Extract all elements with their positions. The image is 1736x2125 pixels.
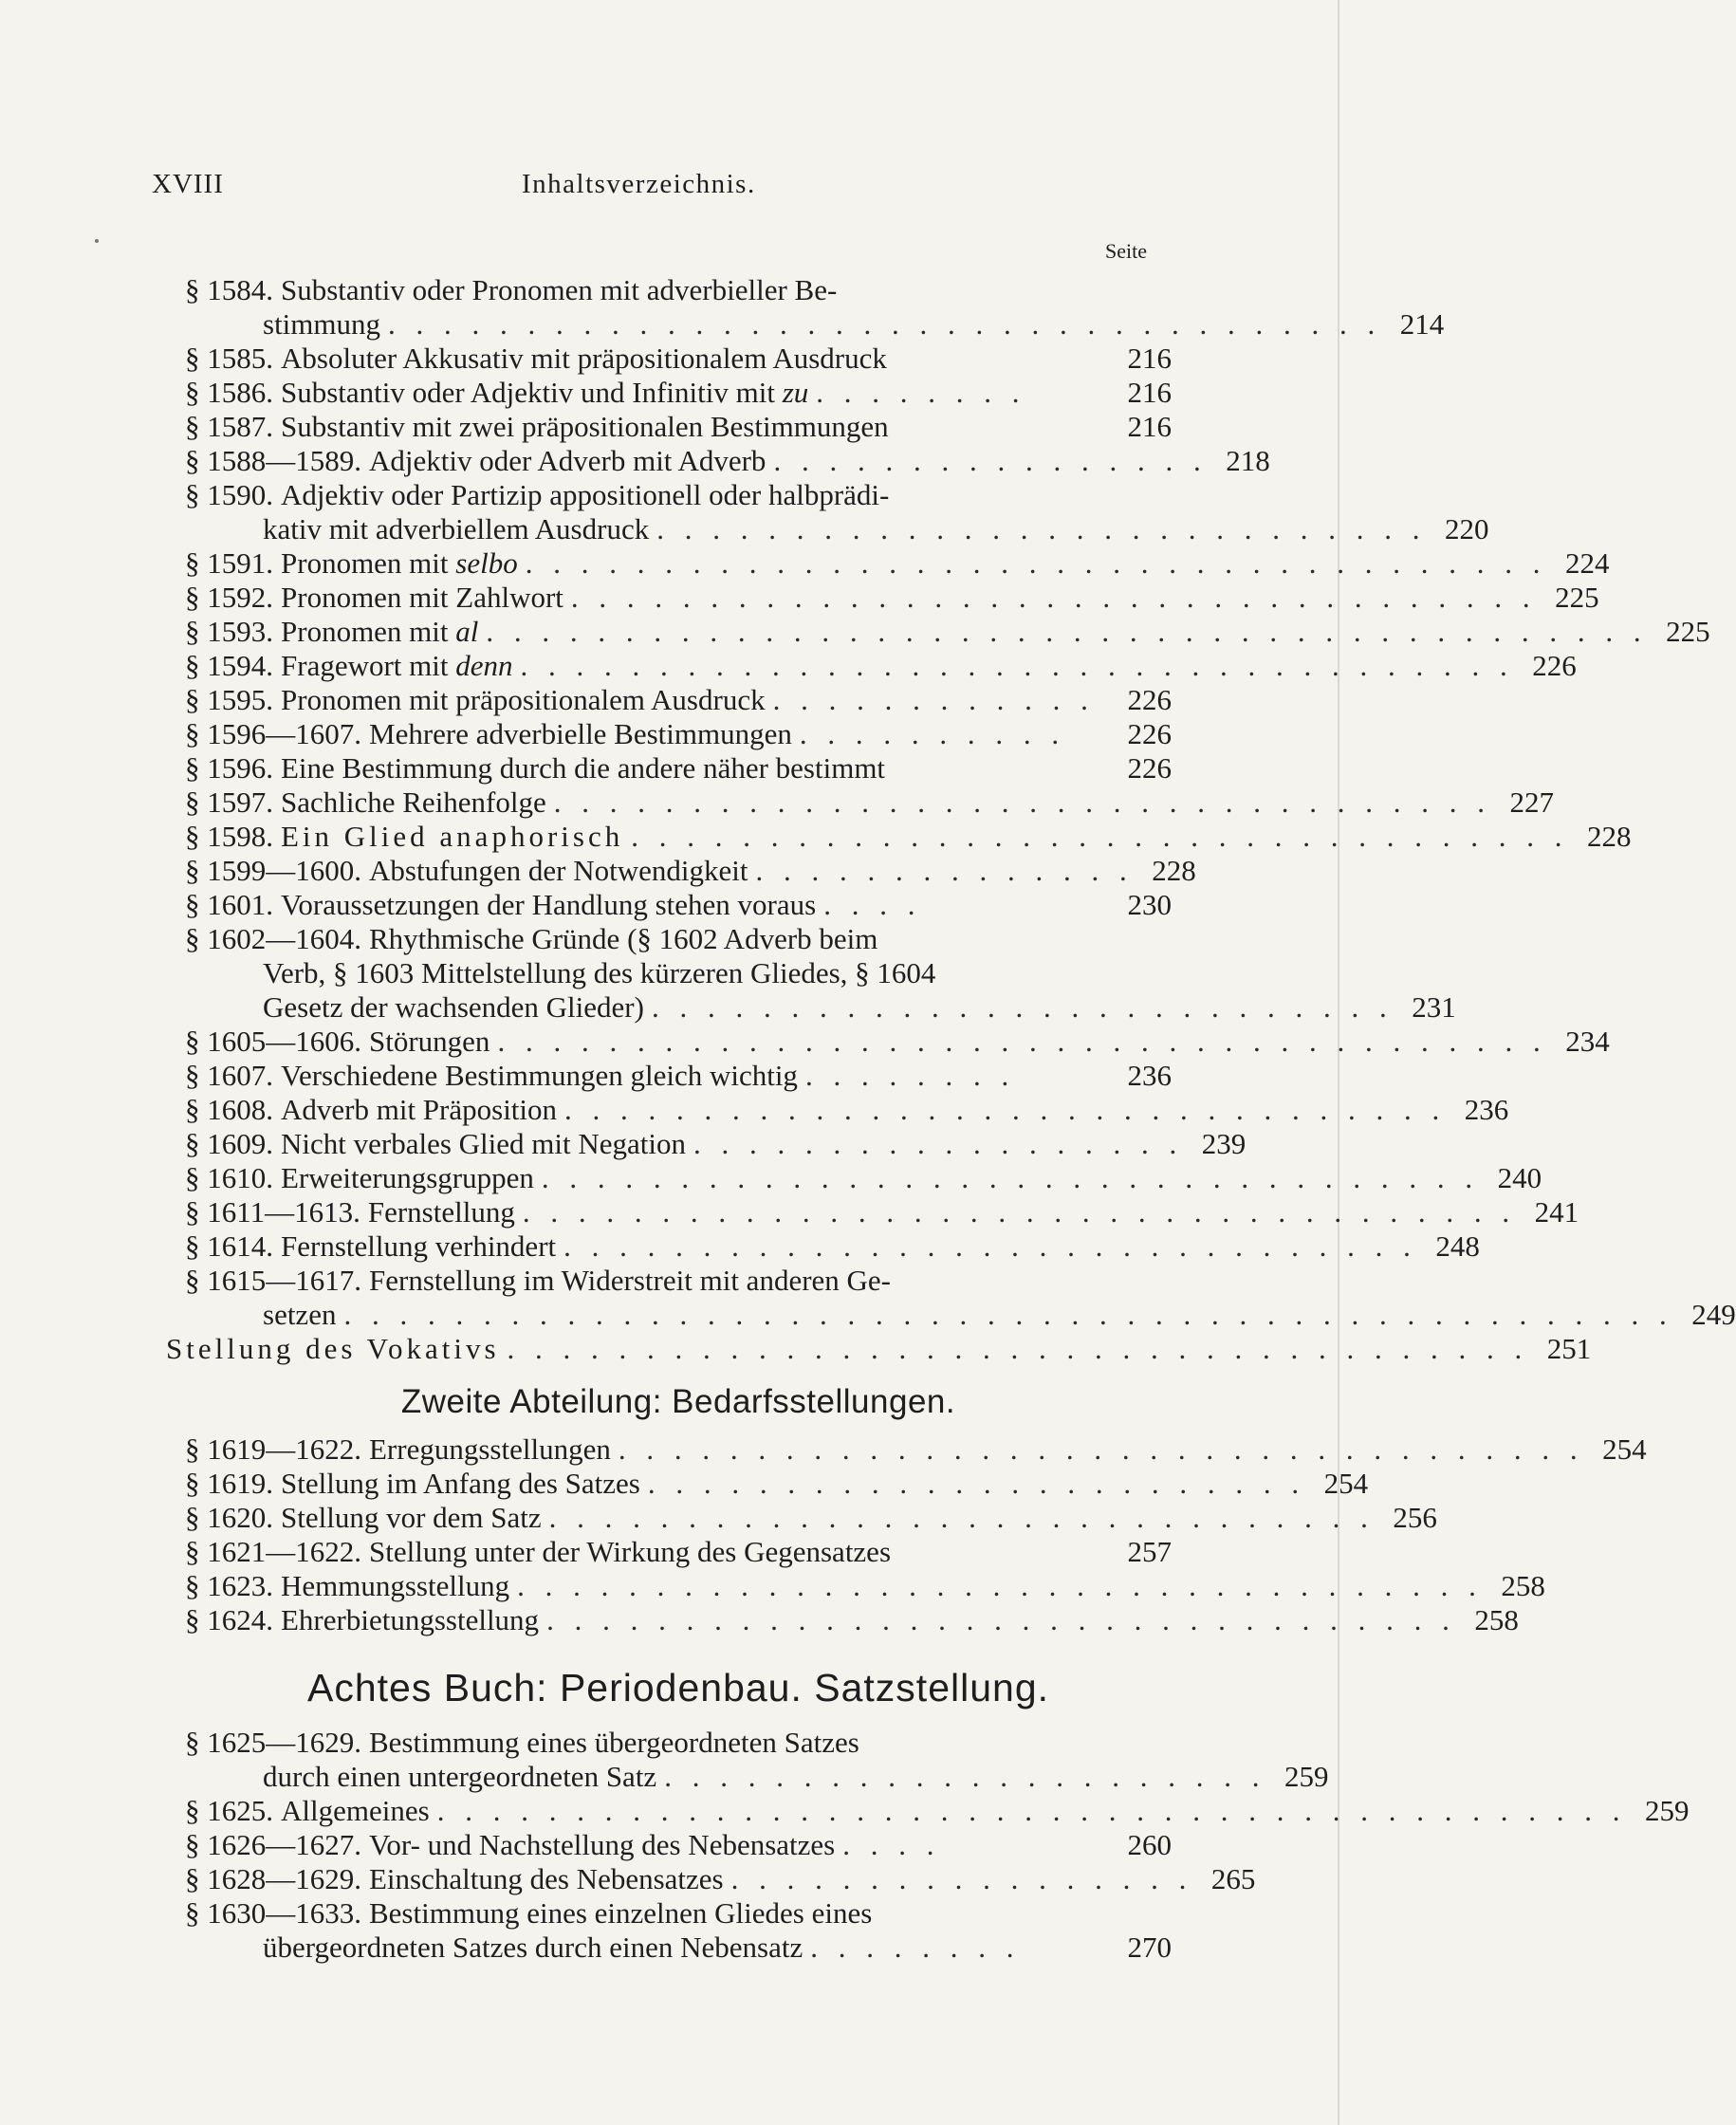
section-number: § 1596. — [185, 751, 273, 785]
toc-entry — [185, 1161, 1542, 1195]
entry-title-italic: selbo — [455, 546, 518, 580]
page-ref: 230 — [1127, 888, 1172, 921]
page-ref: 225 — [1666, 615, 1710, 648]
toc-entry — [185, 410, 1172, 444]
entry-title: Erregungsstellungen — [369, 1432, 611, 1466]
page-ref: 239 — [1201, 1127, 1247, 1160]
leader-dots: . . . . . . . . . . . . . . . . . . . . . . . . . . . . . . . . . . . — [570, 581, 1537, 614]
toc-entry — [185, 785, 1555, 820]
section-number: § 1620. — [185, 1501, 273, 1534]
leader-dots: . . . . . . . . . . . . . . . . . . . . . . . . . . . . . . . . . . — [631, 820, 1569, 853]
entry-title-text: Fragewort mit — [281, 649, 456, 682]
leader-dots: . . . . . . . . . . . . — [772, 683, 1095, 716]
toc-entry — [185, 1501, 1437, 1535]
entry-title: Verschiedene Bestimmungen gleich wichtig — [281, 1059, 798, 1092]
entry-title: Einschaltung des Nebensatzes — [369, 1862, 724, 1895]
section-number: § 1599—1600. — [185, 854, 361, 887]
page-ref: 224 — [1564, 546, 1610, 580]
section-number: § 1584. — [185, 273, 273, 306]
page-ref: 220 — [1444, 512, 1489, 545]
page-header — [152, 169, 1176, 207]
leader-dots: . . . . . . . . . . . . . . . . . . . . . . . . . . . . . . . . . . . . — [388, 307, 1382, 341]
section-number: § 1625—1629. — [185, 1726, 361, 1759]
entry-title — [281, 376, 808, 410]
page-ref: 249 — [1691, 1298, 1736, 1331]
section-number: § 1590. — [185, 478, 273, 511]
page-ref: 228 — [1586, 820, 1632, 853]
page-ref: 234 — [1565, 1025, 1610, 1058]
page-ref: 218 — [1226, 444, 1270, 477]
page-ref: 241 — [1534, 1195, 1579, 1229]
entry-title — [281, 546, 518, 581]
entry-title: Stellung unter der Wirkung des Gegensatzes — [369, 1535, 892, 1568]
toc-entry — [185, 1432, 1647, 1467]
leader-dots: . . . . . . . . . . . . . . . . . . . . . . . . . . . . . . . . . — [546, 1603, 1456, 1636]
section-number: § 1596—1607. — [185, 717, 361, 750]
entry-title-italic: zu — [782, 376, 809, 409]
section-number: § 1608. — [185, 1093, 273, 1126]
page-ref: 257 — [1127, 1535, 1172, 1568]
entry-title: Ehrerbietungsstellung — [281, 1603, 540, 1636]
toc-entry — [185, 888, 1172, 922]
section-number: § 1586. — [185, 376, 273, 409]
page-ref: 227 — [1509, 785, 1555, 819]
entry-title-cont: durch einen untergeordneten Satz — [263, 1760, 657, 1793]
page-ref: 216 — [1127, 410, 1172, 443]
toc-entry — [185, 1726, 1329, 1794]
entry-title: Sachliche Reihenfolge — [281, 785, 546, 819]
entry-title: Substantiv mit zwei präpositionalen Bestimmungen — [281, 410, 889, 443]
page-ref: 254 — [1602, 1432, 1647, 1466]
toc-entry — [185, 1093, 1509, 1127]
entry-title-text: Pronomen mit — [281, 546, 456, 580]
toc-entry-vokativ — [166, 1332, 1592, 1366]
entry-title: Adverb mit Präposition — [281, 1093, 558, 1126]
section-number: § 1621—1622. — [185, 1535, 361, 1568]
page-ref: 259 — [1284, 1760, 1329, 1793]
entry-title — [281, 649, 513, 683]
entry-title: Pronomen mit präpositionalem Ausdruck — [281, 683, 766, 716]
leader-dots: . . . . . . . . . . . . . . . . . . . . . . — [664, 1760, 1266, 1793]
leader-dots: . . . . . . . . . . . . . . . . . . . . . . . . . . . . . . . . — [564, 1093, 1447, 1126]
leader-dots: . . . . . . . . . . . . . . . . . . . . . . . . — [647, 1467, 1306, 1500]
toc-entry — [185, 1896, 1172, 1965]
section-number: § 1607. — [185, 1059, 273, 1092]
leader-dots: . . . . . . . . . . . . . . . . . . . . . . . . . . . . . . . . . . . . . . . . . . — [486, 615, 1648, 648]
section-number: § 1585. — [185, 342, 273, 375]
entry-title: Voraussetzungen der Handlung stehen voraus — [281, 888, 817, 921]
section-number: § 1630—1633. — [185, 1896, 361, 1930]
section-number: § 1624. — [185, 1603, 273, 1636]
toc-entry — [185, 1127, 1247, 1161]
leader-dots: . . . . . . . . . . . . . . . . . . . . . . . . . . . . . . . . . . . — [618, 1432, 1584, 1466]
section-number: § 1602—1604. — [185, 922, 361, 955]
entry-title: Allgemeines — [281, 1794, 430, 1827]
page-ref: 260 — [1127, 1828, 1172, 1861]
section-number: § 1619—1622. — [185, 1432, 361, 1466]
leader-dots: . . . . . . . . . . . . . . . . . . . . . . . . . . . . . . . . . . . . — [522, 1195, 1517, 1229]
section-number: § 1611—1613. — [185, 1195, 360, 1229]
entry-title: Fernstellung — [367, 1195, 515, 1229]
page-ref: 251 — [1546, 1332, 1592, 1365]
page-ref: 240 — [1497, 1161, 1542, 1194]
entry-title: Adjektiv oder Adverb mit Adverb — [369, 444, 766, 477]
entry-title-cont: Verb, § 1603 Mittelstellung des kürzeren Gliedes, § 1604 — [263, 956, 936, 989]
toc-entry — [185, 1828, 1172, 1862]
toc-entry — [185, 1195, 1579, 1229]
section-number: § 1594. — [185, 649, 273, 682]
leader-dots: . . . . . . . . . . . . . . . . . . . . . . . . . . . . . . . . . . . — [517, 1569, 1483, 1602]
page-ref: 231 — [1412, 990, 1456, 1024]
toc-entry — [185, 922, 1456, 1025]
entry-title: Rhythmische Gründe (§ 1602 Adverb beim — [369, 922, 878, 955]
toc-entry — [185, 1603, 1519, 1637]
leader-dots: . . . . . . . . — [804, 1059, 1016, 1092]
section-number: § 1626—1627. — [185, 1828, 361, 1861]
print-speck — [95, 239, 99, 243]
toc-entry — [185, 854, 1196, 888]
entry-title: Ein Glied anaphorisch — [281, 820, 624, 853]
running-title: Inhaltsverzeichnis. — [522, 169, 756, 199]
entry-title: Fernstellung verhindert — [281, 1229, 557, 1263]
entry-title-cont: übergeordneten Satzes durch einen Nebensatz — [263, 1931, 803, 1964]
entry-title: Stellung vor dem Satz — [281, 1501, 542, 1534]
section-number: § 1591. — [185, 546, 273, 580]
leader-dots: . . . . . . . . . . . . . . . . . . . . . . . . . . . . . . . . . . . . — [520, 649, 1514, 682]
table-of-contents — [166, 273, 1736, 1965]
leader-dots: . . . . . . . . . . . . . . . . . . . . . . . . . . . . — [656, 512, 1427, 545]
toc-entry — [185, 546, 1610, 581]
section-heading-achtes-buch: Achtes Buch: Periodenbau. Satzstellung. — [306, 1666, 1050, 1709]
leader-dots: . . . . . . . . . . . . . . . . . — [730, 1862, 1193, 1895]
toc-entry — [185, 1467, 1369, 1501]
entry-title-text: Substantiv oder Adjektiv und Infinitiv mit — [281, 376, 783, 409]
entry-title-cont: kativ mit adverbiellem Ausdruck — [263, 512, 650, 545]
leader-dots: . . . . . . . . . . . . . . . . . . . . . . . . . . . . . . — [548, 1501, 1375, 1534]
entry-title: Stellung im Anfang des Satzes — [281, 1467, 640, 1500]
entry-title: Vor- und Nachstellung des Nebensatzes — [369, 1828, 836, 1861]
section-number: § 1609. — [185, 1127, 273, 1160]
section-number: § 1619. — [185, 1467, 273, 1500]
entry-title: Eine Bestimmung durch die andere näher bestimmt — [281, 751, 886, 785]
toc-entry — [185, 649, 1577, 683]
leader-dots: . . . . . . . . . . . . . . . . . . . . . . . . . . . . . . . . . . . . . — [525, 546, 1547, 580]
section-number: § 1592. — [185, 581, 273, 614]
toc-entry — [185, 1535, 1172, 1569]
entry-title: Substantiv oder Pronomen mit adverbieller Be- — [281, 273, 838, 306]
entry-title: Hemmungsstellung — [281, 1569, 510, 1602]
entry-title-italic: al — [455, 615, 479, 648]
toc-entry — [185, 1229, 1480, 1264]
leader-dots: . . . . . . . . . . . . . . . . . . . . . . . . . . . — [651, 990, 1394, 1024]
toc-entry — [185, 444, 1270, 478]
toc-entry — [185, 717, 1172, 751]
section-number: § 1628—1629. — [185, 1862, 361, 1895]
toc-entry — [185, 820, 1632, 854]
page-ref: 236 — [1127, 1059, 1172, 1092]
toc-entry — [185, 1059, 1172, 1093]
section-heading-zweite-abteilung: Zweite Abteilung: Bedarfsstellungen. — [400, 1383, 956, 1420]
entry-title: Absoluter Akkusativ mit präpositionalem Ausdruck — [281, 342, 887, 375]
entry-title-cont: stimmung — [263, 307, 381, 341]
section-number: § 1610. — [185, 1161, 273, 1194]
page-ref: 226 — [1532, 649, 1577, 682]
entry-title: Adjektiv oder Partizip appositionell oder halbprädi- — [281, 478, 890, 511]
entry-title: Stellung des Vokativs — [166, 1332, 500, 1365]
page-ref: 226 — [1127, 751, 1172, 785]
leader-dots: . . . . . . . . . . . . . . . . . . . . . . . . . . . . . . . . . . — [541, 1161, 1480, 1194]
entry-title-cont: Gesetz der wachsenden Glieder) — [263, 990, 644, 1024]
toc-entry — [185, 615, 1710, 649]
section-number: § 1587. — [185, 410, 273, 443]
toc-entry — [185, 1569, 1545, 1603]
section-number: § 1595. — [185, 683, 273, 716]
entry-title: Mehrere adverbielle Bestimmungen — [369, 717, 792, 750]
page-ref: 256 — [1393, 1501, 1437, 1534]
entry-title: Störungen — [369, 1025, 490, 1058]
leader-dots: . . . . — [842, 1828, 941, 1861]
toc-entry — [185, 751, 1172, 785]
section-number: § 1601. — [185, 888, 273, 921]
leader-dots: . . . . . . . . . . . . . . . . . . . . . . . . . . . . . . . . . . — [553, 785, 1492, 819]
toc-entry — [185, 376, 1172, 410]
page-number: XVIII — [152, 169, 224, 199]
section-number: § 1615—1617. — [185, 1264, 361, 1297]
page-ref: 228 — [1152, 854, 1196, 887]
page-ref: 226 — [1127, 717, 1172, 750]
leader-dots: . . . . . . . . . . . . . . — [755, 854, 1134, 887]
page-ref: 258 — [1501, 1569, 1545, 1602]
section-number: § 1614. — [185, 1229, 273, 1263]
entry-title — [281, 615, 478, 649]
entry-title-cont: setzen — [263, 1298, 337, 1331]
page-ref: 248 — [1435, 1229, 1480, 1263]
leader-dots: . . . . . . . . . . . . . . . . . . . . . . . . . . . . . . . . . . . . . — [507, 1332, 1529, 1365]
toc-entry — [185, 478, 1489, 546]
entry-title: Erweiterungsgruppen — [281, 1161, 534, 1194]
leader-dots: . . . . . . . . . . . . . . . . — [773, 444, 1208, 477]
leader-dots: . . . . . . . . . . . . . . . . . . . . . . . . . . . . . . . . . . . . . . — [497, 1025, 1547, 1058]
leader-dots: . . . . . . . . — [810, 1931, 1021, 1964]
toc-entry — [185, 581, 1599, 615]
section-number: § 1625. — [185, 1794, 273, 1827]
entry-title-text: Pronomen mit — [281, 615, 456, 648]
seite-label: Seite — [1105, 239, 1147, 263]
leader-dots: . . . . — [823, 888, 922, 921]
leader-dots: . . . . . . . . . . . . . . . . . . . . . . . . . . . . . . . . . . . . . . . . . . . — [436, 1794, 1627, 1827]
toc-entry — [185, 342, 1172, 376]
leader-dots: . . . . . . . . . . . . . . . . . . . . . . . . . . . . . . . — [563, 1229, 1417, 1263]
leader-dots: . . . . . . . . — [816, 376, 1026, 409]
page-ref: 258 — [1474, 1603, 1519, 1636]
section-number: § 1588—1589. — [185, 444, 361, 477]
section-number: § 1598. — [185, 820, 273, 853]
page-ref: 216 — [1127, 376, 1172, 409]
page-ref: 225 — [1555, 581, 1599, 614]
leader-dots: . . . . . . . . . . . . . . . . . . . . . . . . . . . . . . . . . . . . . . . . . . . . . . . . — [343, 1298, 1673, 1331]
section-number: § 1597. — [185, 785, 273, 819]
section-number: § 1623. — [185, 1569, 273, 1602]
page-ref: 216 — [1127, 342, 1172, 375]
entry-title: Bestimmung eines einzelnen Gliedes eines — [369, 1896, 873, 1930]
page-ref: 270 — [1127, 1931, 1172, 1964]
section-number: § 1593. — [185, 615, 273, 648]
toc-entry — [185, 1794, 1690, 1828]
toc-entry — [185, 1025, 1610, 1059]
toc-entry — [185, 273, 1445, 342]
leader-dots: . . . . . . . . . . . . . . . . . . — [693, 1127, 1184, 1160]
page-ref: 214 — [1399, 307, 1445, 341]
section-number: § 1605—1606. — [185, 1025, 361, 1058]
page-ref: 265 — [1210, 1862, 1256, 1895]
toc-entry — [185, 1264, 1736, 1332]
entry-title: Pronomen mit Zahlwort — [281, 581, 563, 614]
page-ref: 259 — [1644, 1794, 1690, 1827]
page-ref: 226 — [1127, 683, 1172, 716]
toc-entry — [185, 683, 1172, 717]
entry-title: Bestimmung eines übergeordneten Satzes — [369, 1726, 859, 1759]
page-ref: 236 — [1464, 1093, 1509, 1126]
entry-title: Abstufungen der Notwendigkeit — [369, 854, 748, 887]
page-ref: 254 — [1323, 1467, 1369, 1500]
leader-dots: . . . . . . . . . . — [799, 717, 1066, 750]
entry-title-italic: denn — [455, 649, 513, 682]
toc-entry — [185, 1862, 1256, 1896]
entry-title: Nicht verbales Glied mit Negation — [281, 1127, 686, 1160]
entry-title: Fernstellung im Widerstreit mit anderen Ge- — [369, 1264, 892, 1297]
